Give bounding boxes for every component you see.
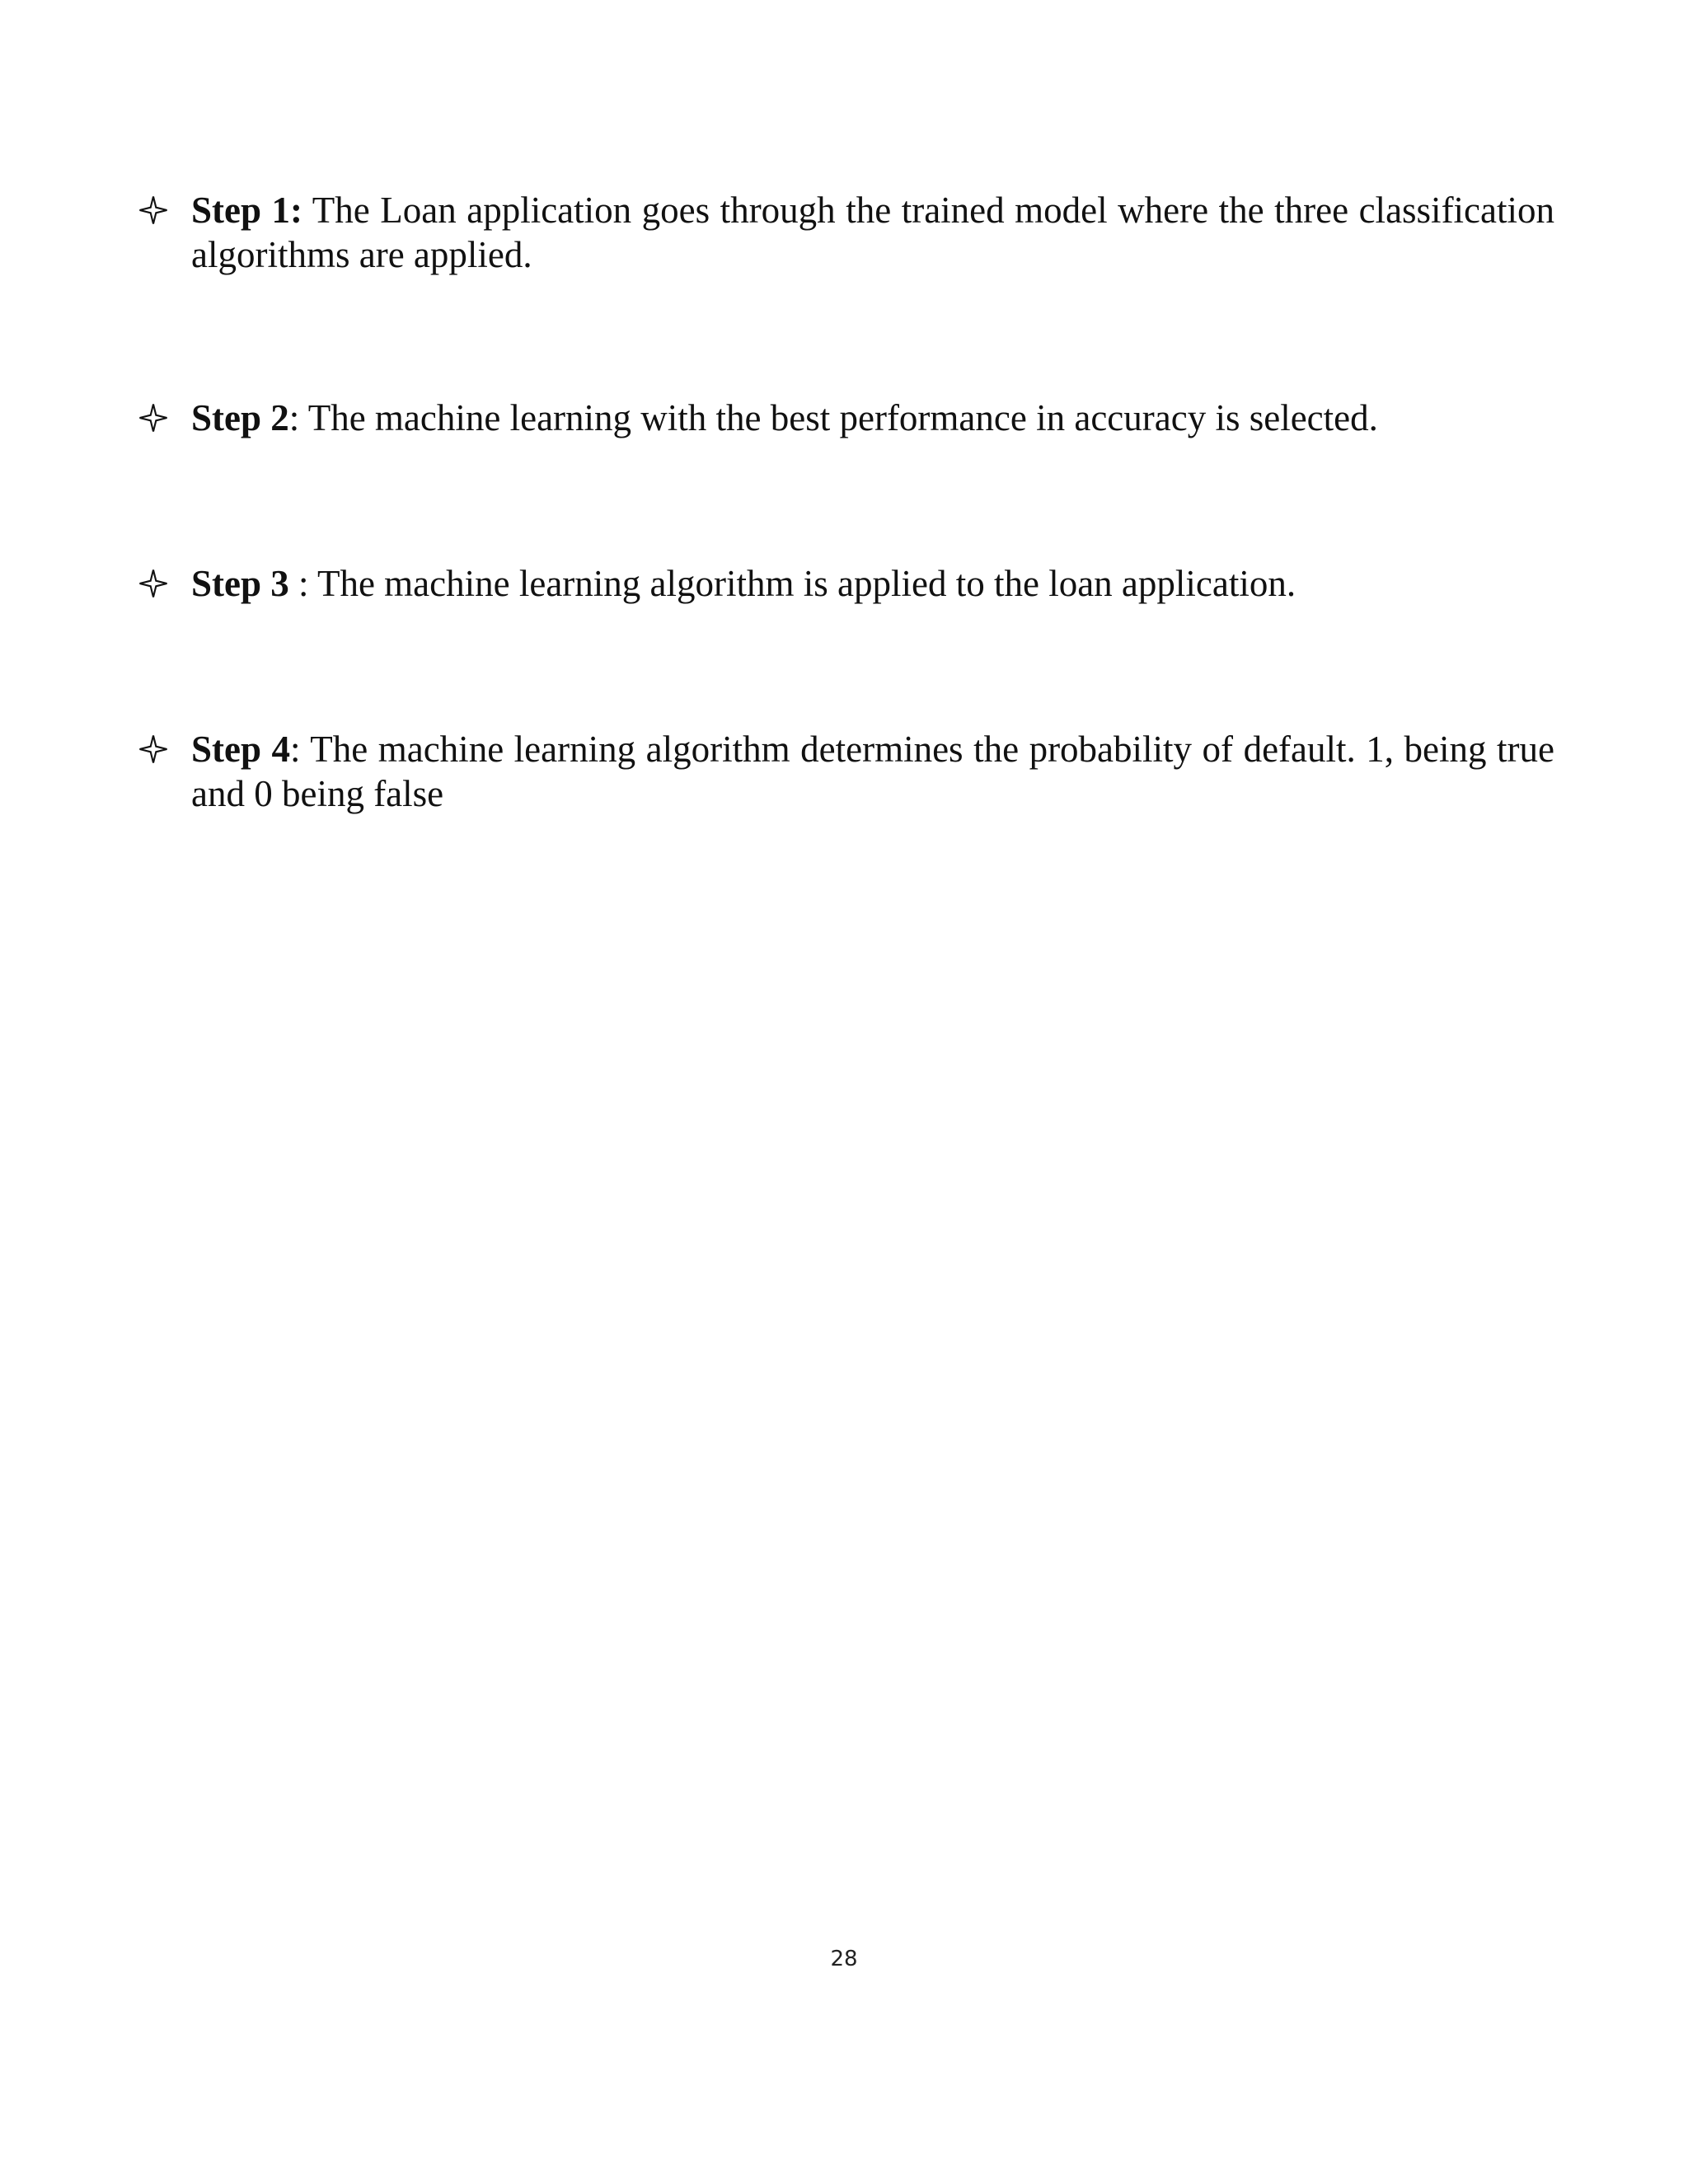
step-label: Step 1: [191, 190, 303, 231]
four-point-star-icon [137, 727, 170, 771]
step-label: Step 4 [191, 729, 291, 770]
step-item [137, 396, 1554, 440]
step-description: : The machine learning algorithm is applied to the loan application. [288, 563, 1296, 604]
step-text [191, 396, 1554, 440]
step-text [191, 727, 1554, 816]
step-text [191, 188, 1554, 277]
step-label: Step 3 [191, 563, 289, 604]
page-number: 28 [830, 1947, 858, 1971]
step-description: : The machine learning with the best performance in accuracy is selected. [288, 397, 1378, 438]
four-point-star-icon [137, 396, 170, 440]
four-point-star-icon [137, 561, 170, 606]
step-item [137, 188, 1554, 277]
step-description: The Loan application goes through the trained model where the three classification algorithms are applied. [191, 190, 1555, 275]
step-item [137, 561, 1554, 606]
step-item [137, 727, 1554, 816]
step-label: Step 2 [191, 397, 289, 438]
step-text [191, 561, 1554, 606]
step-description: : The machine learning algorithm determines the probability of default. 1, being true and 0 being false [191, 729, 1554, 814]
four-point-star-icon [137, 188, 170, 232]
